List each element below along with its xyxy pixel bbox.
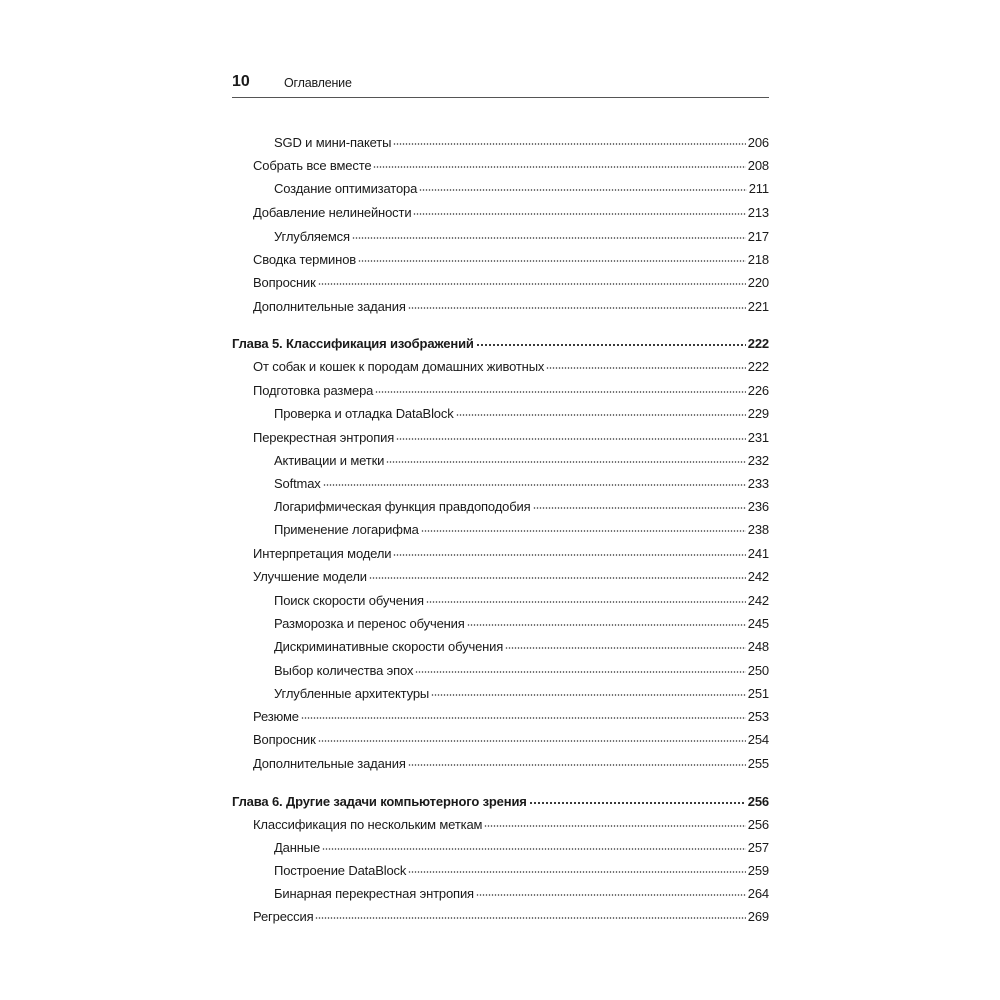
dot-leader [421, 529, 746, 533]
toc-entry [232, 404, 769, 424]
toc-entry-title: Проверка и отладка DataBlock [274, 406, 454, 421]
toc-entry-page: 211 [748, 181, 769, 196]
toc-entry-page: 269 [747, 909, 769, 924]
toc-entry [232, 156, 769, 176]
toc-entry-title: SGD и мини-пакеты [274, 135, 392, 150]
toc-entry [232, 884, 769, 904]
toc-entry-title: Интерпретация модели [253, 546, 392, 561]
toc-entry [232, 381, 769, 401]
toc-entry-title: Логарифмическая функция правдоподобия [274, 499, 531, 514]
toc-entry-page: 232 [747, 453, 769, 468]
toc-entry-title: Дополнительные задания [253, 299, 406, 314]
toc-entry-title: Глава 6. Другие задачи компьютерного зрения [232, 794, 527, 809]
toc-entry-title: Дополнительные задания [253, 756, 406, 771]
toc-entry-title: Выбор количества эпох [274, 663, 414, 678]
dot-leader [375, 390, 746, 394]
toc-entry-title: Подготовка размера [253, 383, 374, 398]
dot-leader [323, 483, 746, 487]
toc-entry-page: 259 [747, 863, 769, 878]
toc-entry [232, 684, 769, 704]
toc-entry [232, 861, 769, 881]
toc-entry-title: Создание оптимизатора [274, 181, 418, 196]
toc-entry [232, 297, 769, 317]
toc-entry-title: Вопросник [253, 275, 316, 290]
toc-entry [232, 520, 769, 540]
dot-leader [352, 236, 746, 240]
toc-entry-page: 222 [747, 336, 769, 351]
dot-leader [476, 343, 746, 347]
page-number: 10 [232, 73, 250, 90]
dot-leader [415, 670, 745, 674]
toc-entry-title: Разморозка и перенос обучения [274, 616, 465, 631]
dot-leader [408, 870, 746, 874]
toc-entry-page: 242 [747, 593, 769, 608]
toc-entry-title: Регрессия [253, 909, 314, 924]
toc-entry [232, 133, 769, 153]
toc-entry-page: 256 [747, 794, 769, 809]
toc-entry [232, 730, 769, 750]
toc-entry-page: 264 [747, 886, 769, 901]
dot-leader [413, 212, 745, 216]
dot-leader [358, 259, 746, 263]
toc-entry-title: Углубляемся [274, 229, 350, 244]
dot-leader [301, 716, 746, 720]
toc-entry [232, 428, 769, 448]
toc-entry-title: Добавление нелинейности [253, 205, 412, 220]
toc-entry [232, 838, 769, 858]
toc-entry [232, 907, 769, 927]
toc-entry-page: 231 [747, 430, 769, 445]
toc-entry-page: 241 [747, 546, 769, 561]
dot-leader [546, 366, 746, 370]
toc-entry-page: 253 [747, 709, 769, 724]
dot-leader [396, 437, 746, 441]
toc-entry-title: Данные [274, 840, 321, 855]
toc-entry-page: 213 [747, 205, 769, 220]
dot-leader [426, 600, 746, 604]
toc-entry [232, 227, 769, 247]
dot-leader [315, 916, 745, 920]
dot-leader [505, 646, 746, 650]
toc-entry-page: 226 [747, 383, 769, 398]
dot-leader [393, 142, 745, 146]
dot-leader [431, 693, 746, 697]
toc-entry [232, 707, 769, 727]
toc-entry-page: 229 [747, 406, 769, 421]
toc-entry-page: 218 [747, 252, 769, 267]
toc-entry-title: Применение логарифма [274, 522, 419, 537]
toc-entry [232, 357, 769, 377]
dot-leader [393, 553, 745, 557]
toc-entry-title: Вопросник [253, 732, 316, 747]
toc-entry [232, 815, 769, 835]
toc-entry-page: 255 [747, 756, 769, 771]
toc-entry-page: 248 [747, 639, 769, 654]
toc-entry-page: 256 [747, 817, 769, 832]
toc-entry [232, 451, 769, 471]
running-title: Оглавление [284, 76, 352, 90]
toc-entry [232, 474, 769, 494]
toc-entry [232, 637, 769, 657]
dot-leader [467, 623, 746, 627]
toc-entry-title: Классификация по нескольким меткам [253, 817, 483, 832]
toc-entry-title: Поиск скорости обучения [274, 593, 424, 608]
toc-entry [232, 203, 769, 223]
toc-entry-page: 221 [747, 299, 769, 314]
toc-entry-page: 220 [747, 275, 769, 290]
toc-entry-page: 233 [747, 476, 769, 491]
toc-entry-title: Перекрестная энтропия [253, 430, 395, 445]
toc-entry-title: Сводка терминов [253, 252, 357, 267]
toc-entry [232, 661, 769, 681]
toc-entry-title: Бинарная перекрестная энтропия [274, 886, 474, 901]
toc-entry-title: Глава 5. Классификация изображений [232, 336, 474, 351]
toc-entry-title: Softmax [274, 476, 321, 491]
toc-entry-page: 206 [747, 135, 769, 150]
page-header [232, 71, 769, 98]
toc-entry-title: Резюме [253, 709, 299, 724]
toc-chapter-entry [232, 792, 769, 812]
toc-entry-title: Построение DataBlock [274, 863, 407, 878]
toc-entry [232, 754, 769, 774]
toc-entry-page: 257 [747, 840, 769, 855]
toc-entry-page: 236 [747, 499, 769, 514]
toc-entry-title: Дискриминативные скорости обучения [274, 639, 504, 654]
toc-entry-title: Улучшение модели [253, 569, 367, 584]
toc-entry-page: 208 [747, 158, 769, 173]
toc-entry-page: 238 [747, 522, 769, 537]
dot-leader [533, 506, 746, 510]
toc-entry-page: 251 [747, 686, 769, 701]
toc-entry-title: От собак и кошек к породам домашних животных [253, 359, 545, 374]
dot-leader [318, 282, 746, 286]
toc-entry-page: 254 [747, 732, 769, 747]
dot-leader [386, 460, 745, 464]
dot-leader [373, 165, 745, 169]
toc-entry [232, 250, 769, 270]
toc-entry-title: Углубленные архитектуры [274, 686, 430, 701]
dot-leader [408, 763, 746, 767]
dot-leader [318, 739, 746, 743]
toc-entry-title: Собрать все вместе [253, 158, 372, 173]
dot-leader [408, 306, 746, 310]
dot-leader [529, 801, 746, 805]
dot-leader [369, 576, 746, 580]
dot-leader [419, 188, 747, 192]
dot-leader [456, 413, 746, 417]
toc-entry [232, 497, 769, 517]
toc-entry-page: 222 [747, 359, 769, 374]
toc-entry [232, 179, 769, 199]
toc-entry [232, 591, 769, 611]
toc-entry [232, 614, 769, 634]
toc-chapter-entry [232, 334, 769, 354]
dot-leader [476, 893, 746, 897]
dot-leader [322, 847, 746, 851]
toc-entry [232, 567, 769, 587]
toc-entry-page: 250 [747, 663, 769, 678]
toc-entry-page: 217 [747, 229, 769, 244]
toc-entry [232, 544, 769, 564]
toc-entry [232, 273, 769, 293]
toc-entry-page: 245 [747, 616, 769, 631]
toc-entry-page: 242 [747, 569, 769, 584]
toc-entry-title: Активации и метки [274, 453, 385, 468]
dot-leader [484, 824, 745, 828]
